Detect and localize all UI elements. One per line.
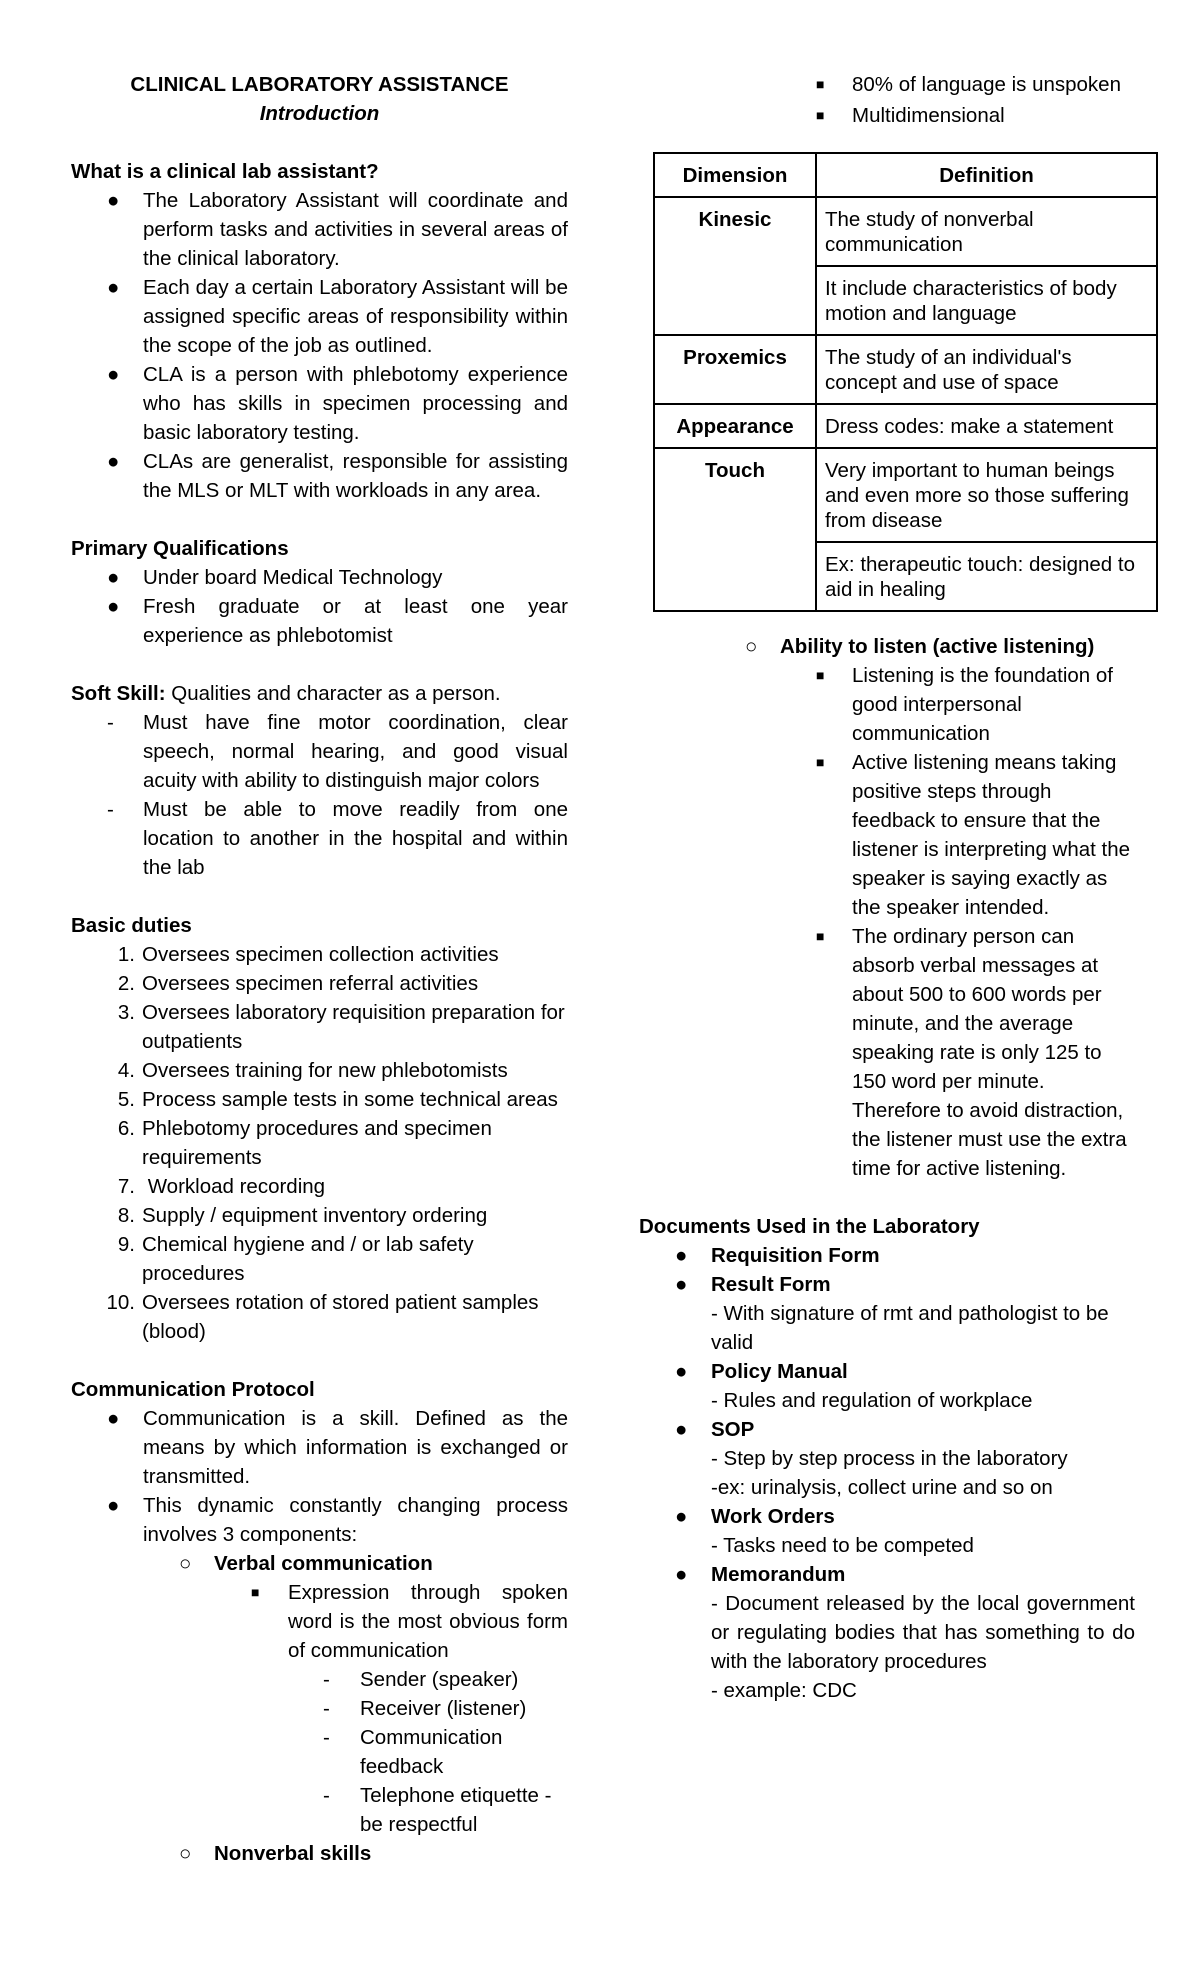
square-bullet-icon: ■ (816, 928, 825, 944)
list-item: ■ Active listening means taking positive steps through feedback to ensure that the listener is interpreting what the speaker is saying exactly as the speaker intended. (655, 748, 1135, 922)
list-item-note: - Step by step process in the laboratory (711, 1447, 1068, 1470)
table-cell-definition: The study of nonverbal communication (816, 197, 1157, 266)
dash-icon: - (323, 1668, 330, 1691)
section-heading: Primary Qualifications (71, 537, 289, 560)
bullet-icon: ● (675, 1360, 688, 1383)
section-heading: Basic duties (71, 914, 192, 937)
list-item-note: -ex: urinalysis, collect urine and so on (711, 1476, 1053, 1499)
list-item-note: - Rules and regulation of workplace (711, 1389, 1033, 1412)
table-cell-dimension: Touch (654, 448, 816, 611)
section-heading: Communication Protocol (71, 1378, 315, 1401)
list-item: ● CLAs are generalist, responsible for assisting the MLS or MLT with workloads in any area. (71, 447, 568, 505)
bullet-icon: ● (675, 1418, 688, 1441)
list-item: ● The Laboratory Assistant will coordinate and perform tasks and activities in several areas of the clinical laboratory. (71, 186, 568, 273)
dimension-table (653, 152, 1158, 612)
table-header-cell: Dimension (654, 153, 816, 197)
table-row (654, 448, 1157, 542)
bullet-icon: ● (107, 595, 120, 618)
dash-icon: - (323, 1697, 330, 1720)
documents-list (639, 1241, 1135, 1705)
square-bullet-icon: ■ (816, 76, 825, 92)
soft-skill-line: Soft Skill: Qualities and character as a person. (71, 682, 501, 705)
table-header-cell: Definition (816, 153, 1157, 197)
table-cell-definition: The study of an individual's concept and use of space (816, 335, 1157, 404)
list-item: - Must have fine motor coordination, clear speech, normal hearing, and good visual acuity with ability to distinguish major colors (71, 708, 568, 795)
square-bullet-icon: ■ (816, 107, 825, 123)
circle-bullet-icon: ○ (745, 635, 758, 658)
section-heading: Documents Used in the Laboratory (639, 1215, 980, 1238)
list-item: ● Result Form (639, 1270, 1135, 1299)
bullet-icon: ● (675, 1505, 688, 1528)
list-item: 1. Oversees specimen collection activities (117, 943, 499, 966)
list-item: ● Work Orders (639, 1502, 1135, 1531)
table-cell-definition: Ex: therapeutic touch: designed to aid in healing (816, 542, 1157, 611)
list-item: 3. Oversees laboratory requisition preparation for outpatients (117, 1001, 565, 1053)
circle-bullet-icon: ○ (179, 1842, 192, 1865)
list-item-note: - Tasks need to be competed (711, 1534, 974, 1557)
list-item: ● Requisition Form (639, 1241, 1135, 1270)
dash-icon: - (323, 1726, 330, 1749)
list-item: 5. Process sample tests in some technical areas (117, 1088, 558, 1111)
list-item: ● Under board Medical Technology (71, 563, 568, 592)
table-cell-definition: It include characteristics of body motion and language (816, 266, 1157, 335)
list-item: 8. Supply / equipment inventory ordering (117, 1204, 488, 1227)
list-item: ○ Ability to listen (active listening) (655, 632, 1135, 661)
list-item: 4. Oversees training for new phlebotomists (117, 1059, 508, 1082)
square-bullet-icon: ■ (251, 1584, 260, 1600)
table-cell-dimension: Kinesic (654, 197, 816, 335)
list-item: - Must be able to move readily from one location to another in the hospital and within the lab (71, 795, 568, 882)
table-row (654, 404, 1157, 448)
bullet-icon: ● (107, 189, 120, 212)
list-item: 10. Oversees rotation of stored patient samples (blood) (106, 1291, 539, 1343)
list-item: - Sender (speaker) (71, 1665, 568, 1694)
bullet-icon: ● (107, 450, 120, 473)
table-cell-dimension: Appearance (654, 404, 816, 448)
table-row (654, 197, 1157, 266)
table-cell-dimension: Proxemics (654, 335, 816, 404)
list-item: 2. Oversees specimen referral activities (117, 972, 479, 995)
dash-icon: - (323, 1784, 330, 1807)
table-row (654, 335, 1157, 404)
page-title: CLINICAL LABORATORY ASSISTANCE (130, 73, 509, 96)
page-subtitle: Introduction (259, 102, 380, 125)
dash-icon: - (107, 711, 114, 734)
bullet-icon: ● (107, 363, 120, 386)
bullet-icon: ● (675, 1563, 688, 1586)
list-item: ■ Listening is the foundation of good interpersonal communication (655, 661, 1135, 748)
list-item: ○ Verbal communication (71, 1549, 568, 1578)
bullet-icon: ● (107, 566, 120, 589)
list-item: - Telephone etiquette - be respectful (71, 1781, 568, 1839)
list-item: - Receiver (listener) (71, 1694, 568, 1723)
left-column (71, 70, 568, 1868)
right-column (639, 70, 1135, 1705)
list-item: 7. Workload recording (117, 1175, 326, 1198)
bullet-icon: ● (107, 1407, 120, 1430)
list-item: ● Fresh graduate or at least one year experience as phlebotomist (71, 592, 568, 650)
circle-bullet-icon: ○ (179, 1552, 192, 1575)
table-header-row (654, 153, 1157, 197)
list-item: - Communication feedback (71, 1723, 568, 1781)
list-item-note: - example: CDC (711, 1679, 857, 1702)
table-cell-definition: Dress codes: make a statement (816, 404, 1157, 448)
square-bullet-icon: ■ (816, 754, 825, 770)
list-item: ● Communication is a skill. Defined as the means by which information is exchanged or transmitted. (71, 1404, 568, 1491)
list-item-note: - Document released by the local government or regulating bodies that has something to do with the laboratory procedures (711, 1592, 1135, 1673)
dash-icon: - (107, 798, 114, 821)
section-heading: What is a clinical lab assistant? (71, 160, 379, 183)
square-bullet-icon: ■ (816, 667, 825, 683)
list-item: ○ Nonverbal skills (71, 1839, 568, 1868)
list-item: ● Memorandum (639, 1560, 1135, 1589)
list-item-note: - With signature of rmt and pathologist to be valid (711, 1302, 1109, 1354)
list-item: ● SOP (639, 1415, 1135, 1444)
list-item: ● This dynamic constantly changing process involves 3 components: (71, 1491, 568, 1549)
list-item: ■ Multidimensional (655, 101, 1135, 132)
list-item: ● Each day a certain Laboratory Assistant will be assigned specific areas of responsibility within the scope of the job as outlined. (71, 273, 568, 360)
bullet-icon: ● (107, 1494, 120, 1517)
table-cell-definition: Very important to human beings and even more so those suffering from disease (816, 448, 1157, 542)
list-item: ■ 80% of language is unspoken (655, 70, 1135, 101)
list-item: 6. Phlebotomy procedures and specimen requirements (117, 1117, 492, 1169)
bullet-icon: ● (107, 276, 120, 299)
bullet-icon: ● (675, 1244, 688, 1267)
list-item: ● CLA is a person with phlebotomy experience who has skills in specimen processing and basic laboratory testing. (71, 360, 568, 447)
list-item: ■ The ordinary person can absorb verbal messages at about 500 to 600 words per minute, and the average speaking rate is only 125 to 150 word per minute. Therefore to avoid distraction, the listener must use the extra time for active listening. (655, 922, 1135, 1183)
list-item: ■ Expression through spoken word is the most obvious form of communication (71, 1578, 568, 1665)
list-item: 9. Chemical hygiene and / or lab safety procedures (117, 1233, 474, 1285)
bullet-icon: ● (675, 1273, 688, 1296)
list-item: ● Policy Manual (639, 1357, 1135, 1386)
